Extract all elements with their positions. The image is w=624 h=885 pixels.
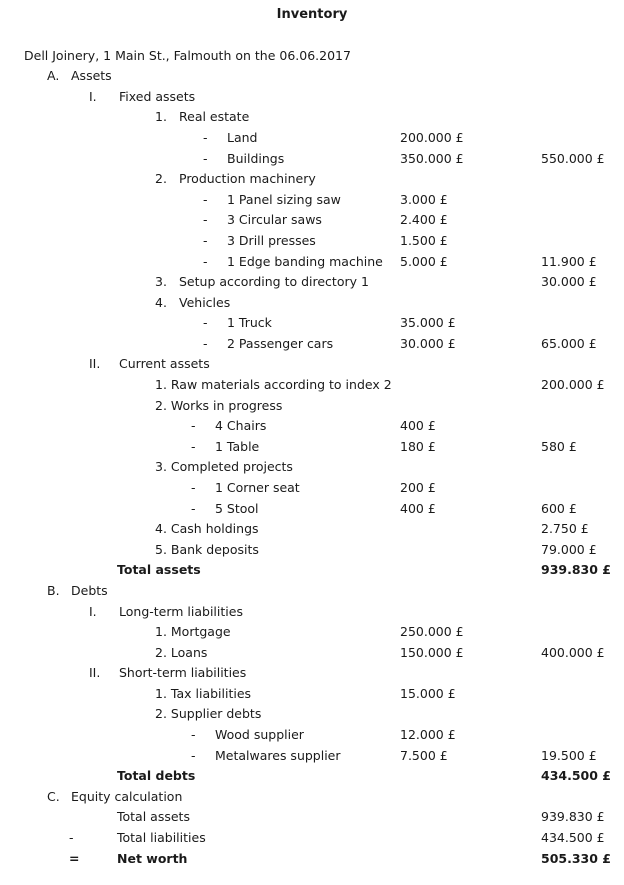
row-marker: C. [47, 789, 60, 804]
row-label: 1. Tax liabilities [155, 686, 252, 701]
row-label: 2. Supplier debts [155, 706, 262, 721]
inventory-row [0, 684, 624, 704]
row-marker: - [69, 830, 74, 845]
inventory-row [0, 375, 624, 395]
subtotal-value: 2.750 £ [541, 521, 589, 536]
inventory-row [0, 66, 624, 86]
inventory-row [0, 540, 624, 560]
inventory-row [0, 210, 624, 230]
subtotal-value: 939.830 £ [541, 562, 611, 577]
subtotal-value: 19.500 £ [541, 748, 597, 763]
item-value: 3.000 £ [400, 192, 448, 207]
row-marker: - [203, 151, 208, 166]
item-value: 15.000 £ [400, 686, 456, 701]
row-label: 2. Works in progress [155, 398, 283, 413]
inventory-row [0, 272, 624, 292]
inventory-row [0, 622, 624, 642]
row-marker: = [69, 851, 80, 866]
row-label: Production machinery [179, 171, 316, 186]
row-marker: 2. [155, 171, 167, 186]
inventory-row [0, 293, 624, 313]
inventory-row [0, 313, 624, 333]
row-label: 3. Completed projects [155, 459, 293, 474]
item-value: 180 £ [400, 439, 436, 454]
row-marker: II. [89, 356, 101, 371]
row-marker: - [191, 480, 196, 495]
row-label: Short-term liabilities [119, 665, 247, 680]
subtotal-value: 30.000 £ [541, 274, 597, 289]
inventory-row [0, 643, 624, 663]
row-label: 5. Bank deposits [155, 542, 259, 557]
subtotal-value: 550.000 £ [541, 151, 605, 166]
row-label: Setup according to directory 1 [179, 274, 369, 289]
inventory-row [0, 128, 624, 148]
row-marker: - [203, 212, 208, 227]
inventory-row [0, 416, 624, 436]
document-heading: Dell Joinery, 1 Main St., Falmouth on the 06.06.2017 [24, 48, 351, 63]
subtotal-value: 580 £ [541, 439, 577, 454]
inventory-row [0, 704, 624, 724]
row-label: 2. Loans [155, 645, 208, 660]
item-value: 150.000 £ [400, 645, 464, 660]
row-label: 2 Passenger cars [227, 336, 334, 351]
row-label: Total liabilities [117, 830, 206, 845]
subtotal-value: 505.330 £ [541, 851, 611, 866]
subtotal-value: 65.000 £ [541, 336, 597, 351]
inventory-row [0, 478, 624, 498]
row-marker: - [191, 727, 196, 742]
inventory-row [0, 87, 624, 107]
subtotal-value: 79.000 £ [541, 542, 597, 557]
row-marker: II. [89, 665, 101, 680]
inventory-row [0, 849, 624, 869]
inventory-row [0, 560, 624, 580]
row-label: Long-term liabilities [119, 604, 243, 619]
item-value: 2.400 £ [400, 212, 448, 227]
subtotal-value: 400.000 £ [541, 645, 605, 660]
subtotal-value: 11.900 £ [541, 254, 597, 269]
row-label: Total assets [117, 562, 201, 577]
inventory-row [0, 499, 624, 519]
item-value: 35.000 £ [400, 315, 456, 330]
subtotal-value: 434.500 £ [541, 768, 611, 783]
inventory-row [0, 746, 624, 766]
inventory-row [0, 828, 624, 848]
inventory-row [0, 581, 624, 601]
document-title: Inventory [276, 7, 348, 22]
row-marker: 1. [155, 109, 167, 124]
row-marker: - [191, 748, 196, 763]
row-label: 1 Edge banding machine [227, 254, 383, 269]
item-value: 400 £ [400, 501, 436, 516]
row-label: 3 Circular saws [227, 212, 322, 227]
row-label: 4 Chairs [215, 418, 267, 433]
row-label: Buildings [227, 151, 285, 166]
subtotal-value: 600 £ [541, 501, 577, 516]
inventory-row [0, 169, 624, 189]
row-marker: 4. [155, 295, 167, 310]
inventory-row [0, 231, 624, 251]
item-value: 250.000 £ [400, 624, 464, 639]
inventory-row [0, 252, 624, 272]
inventory-row [0, 519, 624, 539]
row-label: 1 Table [215, 439, 260, 454]
row-label: 1 Panel sizing saw [227, 192, 341, 207]
row-label: 5 Stool [215, 501, 259, 516]
inventory-row [0, 725, 624, 745]
item-value: 7.500 £ [400, 748, 448, 763]
row-label: 3 Drill presses [227, 233, 316, 248]
row-marker: - [203, 254, 208, 269]
row-label: Net worth [117, 851, 188, 866]
row-label: Total assets [117, 809, 190, 824]
document-heading-row [0, 46, 624, 66]
inventory-row [0, 149, 624, 169]
row-marker: B. [47, 583, 60, 598]
row-marker: - [203, 336, 208, 351]
item-value: 400 £ [400, 418, 436, 433]
item-value: 30.000 £ [400, 336, 456, 351]
row-label: Debts [71, 583, 108, 598]
row-label: Wood supplier [215, 727, 304, 742]
row-marker: - [203, 315, 208, 330]
inventory-row [0, 602, 624, 622]
inventory-row [0, 334, 624, 354]
inventory-row [0, 190, 624, 210]
item-value: 5.000 £ [400, 254, 448, 269]
row-label: 1. Mortgage [155, 624, 231, 639]
inventory-row [0, 437, 624, 457]
row-marker: I. [89, 89, 97, 104]
row-label: Current assets [119, 356, 210, 371]
row-marker: - [203, 233, 208, 248]
row-label: Real estate [179, 109, 250, 124]
row-marker: - [203, 192, 208, 207]
item-value: 200.000 £ [400, 130, 464, 145]
row-label: Fixed assets [119, 89, 196, 104]
inventory-row [0, 107, 624, 127]
inventory-row [0, 396, 624, 416]
row-marker: - [191, 439, 196, 454]
item-value: 1.500 £ [400, 233, 448, 248]
inventory-row [0, 354, 624, 374]
row-label: Land [227, 130, 258, 145]
item-value: 350.000 £ [400, 151, 464, 166]
item-value: 12.000 £ [400, 727, 456, 742]
subtotal-value: 434.500 £ [541, 830, 605, 845]
row-label: Assets [71, 68, 112, 83]
row-label: 1. Raw materials according to index 2 [155, 377, 392, 392]
row-label: 1 Truck [227, 315, 272, 330]
row-label: Vehicles [179, 295, 231, 310]
subtotal-value: 200.000 £ [541, 377, 605, 392]
inventory-row [0, 807, 624, 827]
row-label: Equity calculation [71, 789, 183, 804]
row-label: Metalwares supplier [215, 748, 341, 763]
subtotal-value: 939.830 £ [541, 809, 605, 824]
row-marker: - [191, 501, 196, 516]
row-marker: I. [89, 604, 97, 619]
row-marker: A. [47, 68, 60, 83]
row-marker: - [203, 130, 208, 145]
row-label: Total debts [117, 768, 196, 783]
row-marker: 3. [155, 274, 167, 289]
row-label: 4. Cash holdings [155, 521, 259, 536]
inventory-row [0, 766, 624, 786]
item-value: 200 £ [400, 480, 436, 495]
row-label: 1 Corner seat [215, 480, 300, 495]
inventory-row [0, 663, 624, 683]
inventory-row [0, 787, 624, 807]
row-marker: - [191, 418, 196, 433]
inventory-row [0, 457, 624, 477]
